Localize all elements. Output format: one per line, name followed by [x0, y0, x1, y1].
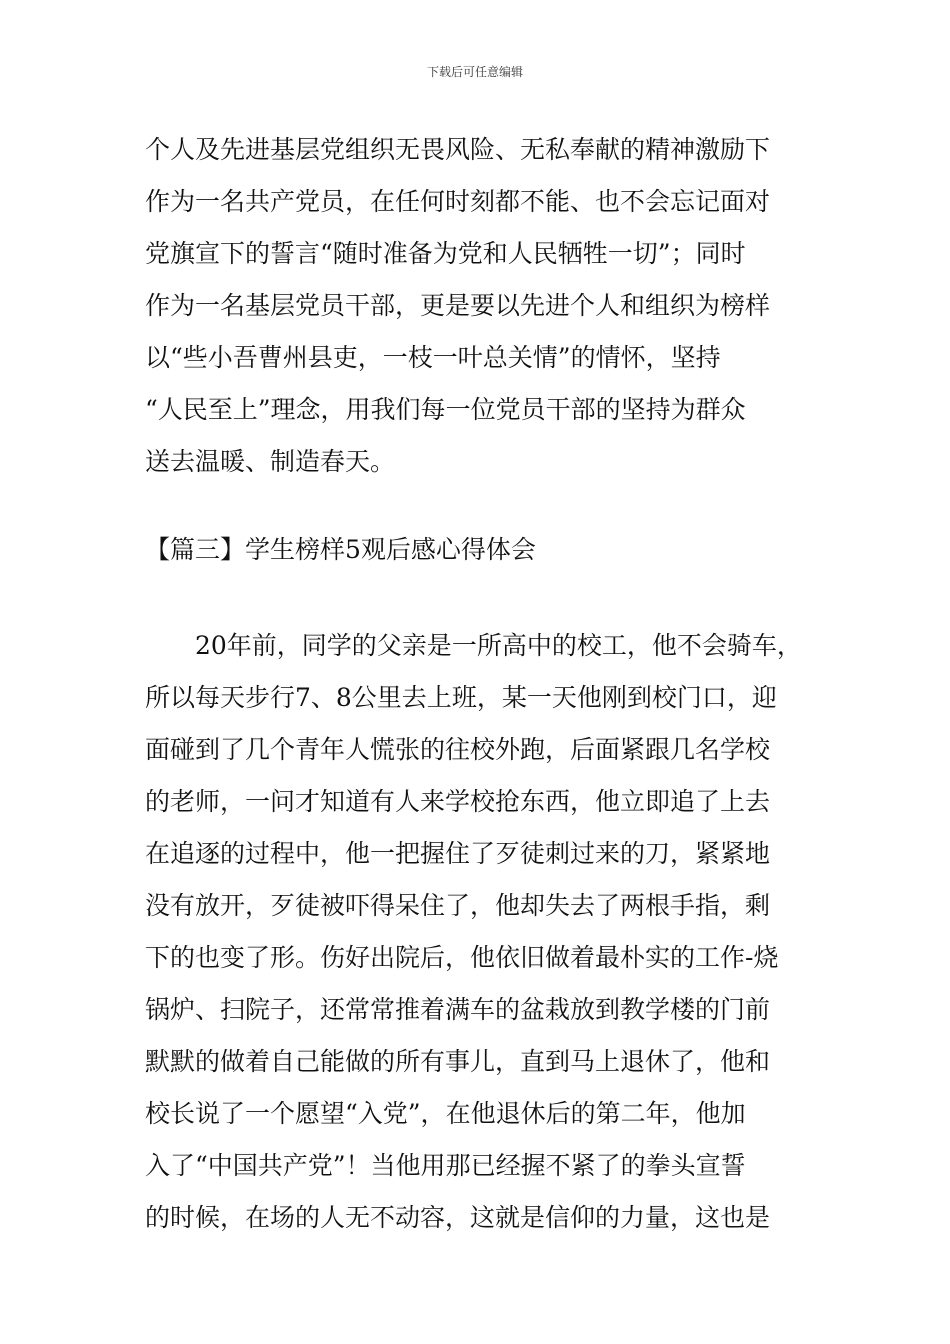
text-line: 作为一名共产党员，在任何时刻都不能、也不会忘记面对	[145, 187, 771, 216]
text-line: 所以每天步行7、8公里去上班，某一天他刚到校门口，迎	[145, 683, 777, 712]
text-line: 面碰到了几个青年人慌张的往校外跑，后面紧跟几名学校	[145, 735, 771, 764]
section-heading: 【篇三】学生榜样5观后感心得体会	[145, 535, 536, 564]
text-line: 锅炉、扫院子，还常常推着满车的盆栽放到教学楼的门前	[145, 995, 771, 1024]
text-line: 校长说了一个愿望“入党”，在他退休后的第二年，他加	[145, 1099, 746, 1128]
text-line: 党旗宣下的誓言“随时准备为党和人民牺牲一切”；同时	[145, 239, 746, 268]
text-line: 在追逐的过程中，他一把握住了歹徒刺过来的刀，紧紧地	[145, 839, 771, 868]
text-line: 的时候，在场的人无不动容，这就是信仰的力量，这也是	[145, 1203, 771, 1232]
text-line: 20年前，同学的父亲是一所高中的校工，他不会骑车，	[145, 631, 802, 660]
paragraph-1	[145, 124, 815, 488]
text-line: 送去温暖、制造春天。	[145, 447, 396, 476]
text-line: 的老师，一问才知道有人来学校抢东西，他立即追了上去	[145, 787, 771, 816]
text-line: “人民至上”理念，用我们每一位党员干部的坚持为群众	[145, 395, 746, 424]
text-line: 默默的做着自己能做的所有事儿，直到马上退休了，他和	[145, 1047, 771, 1076]
header-note: 下载后可任意编辑	[426, 65, 523, 79]
text-line: 入了“中国共产党”！当他用那已经握不紧了的拳头宣誓	[145, 1151, 746, 1180]
text-line: 以“些小吾曹州县吏，一枝一叶总关情”的情怀，坚持	[145, 343, 721, 372]
text-line: 没有放开，歹徒被吓得呆住了，他却失去了两根手指，剩	[145, 891, 771, 920]
text-line: 作为一名基层党员干部，更是要以先进个人和组织为榜样	[145, 291, 771, 320]
text-line: 个人及先进基层党组织无畏风险、无私奉献的精神激励下	[145, 135, 771, 164]
paragraph-2	[145, 620, 815, 1244]
text-line: 下的也变了形。伤好出院后，他依旧做着最朴实的工作-烧	[145, 943, 779, 972]
